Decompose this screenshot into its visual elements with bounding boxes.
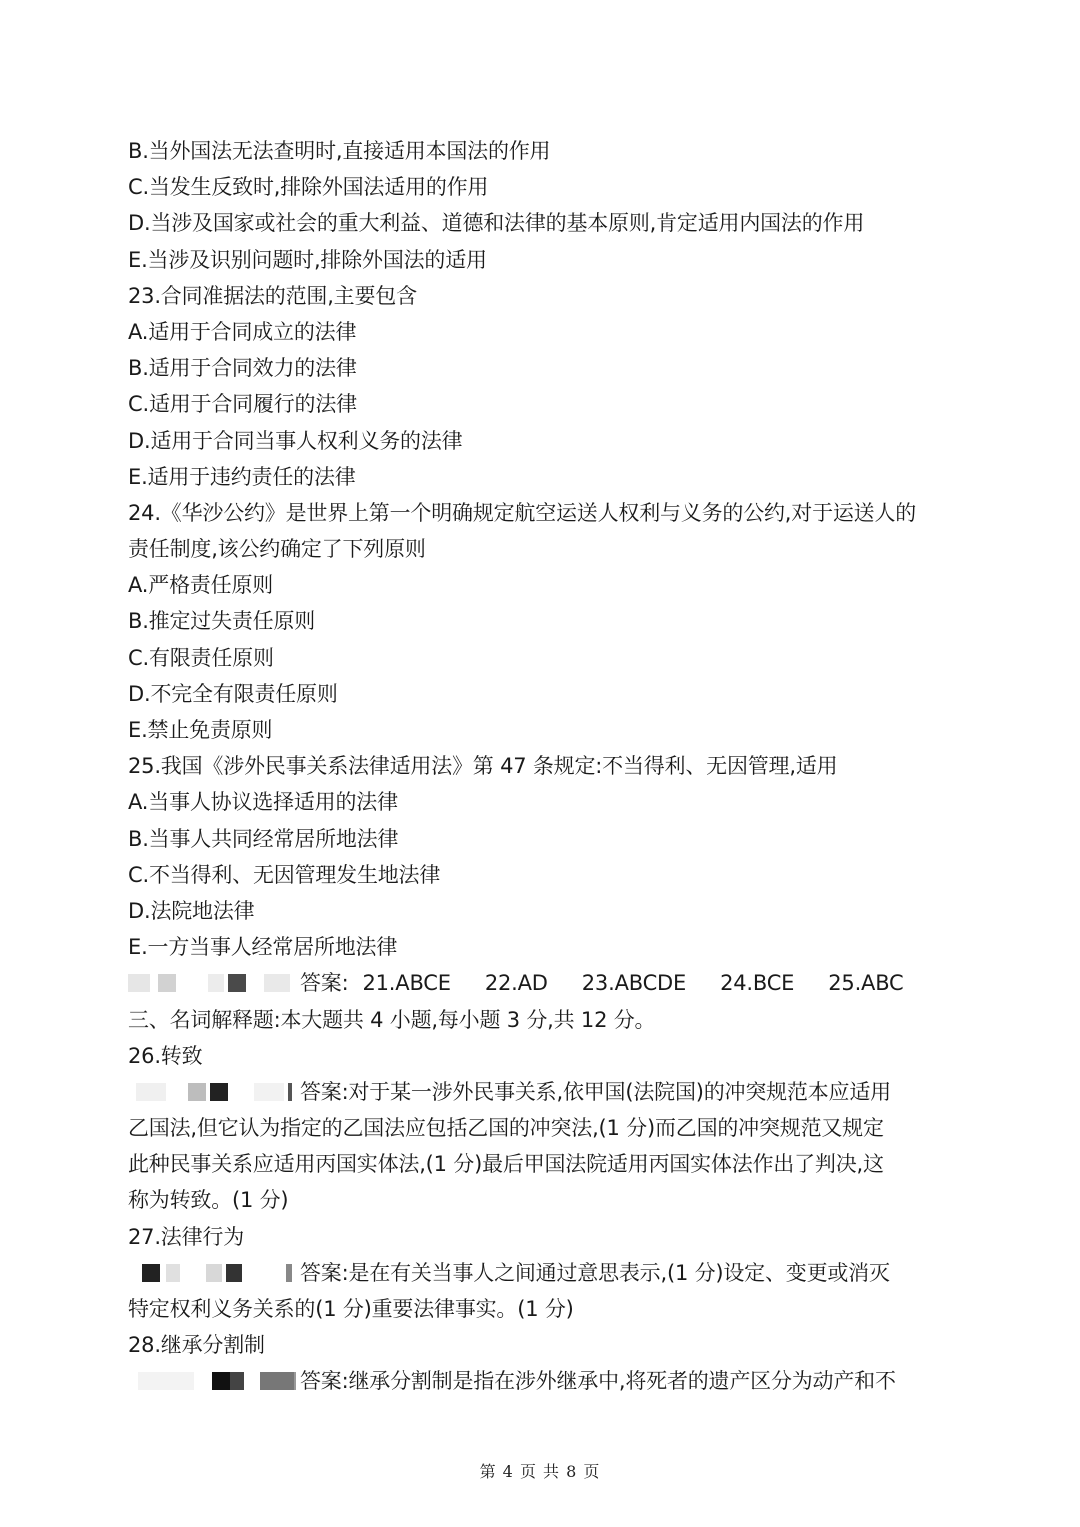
option-line: B.推定过失责任原则 bbox=[128, 609, 316, 634]
text-line: C.当发生反致时,排除外国法适用的作用 bbox=[128, 175, 489, 200]
answer-item: 23.ABCDE bbox=[581, 971, 687, 996]
option-line: A.严格责任原则 bbox=[128, 573, 274, 598]
answer-item: 24.BCE bbox=[720, 971, 795, 996]
option-line: D.不完全有限责任原则 bbox=[128, 681, 338, 706]
option-line: E.禁止免责原则 bbox=[128, 718, 273, 742]
answer-text: 答案:对于某一涉外民事关系,依甲国(法院国)的冲突规范本应适用 bbox=[300, 1079, 891, 1104]
answer-text: 答案:是在有关当事人之间通过意思表示,(1 分)设定、变更或消灭 bbox=[300, 1260, 890, 1285]
question-24-title: 24.《华沙公约》是世界上第一个明确规定航空运送人权利与义务的公约,对于运送人的 bbox=[128, 500, 917, 525]
redacted-watermark bbox=[128, 1258, 296, 1288]
redacted-watermark bbox=[128, 1366, 296, 1396]
text-line: E.当涉及识别问题时,排除外国法的适用 bbox=[128, 247, 487, 272]
answer-text: 答案:继承分割制是指在涉外继承中,将死者的遗产区分为动产和不 bbox=[300, 1369, 896, 1394]
option-line: C.不当得利、无因管理发生地法律 bbox=[128, 862, 441, 887]
answer-item: 22.AD bbox=[484, 971, 548, 996]
option-line: E.一方当事人经常居所地法律 bbox=[128, 935, 398, 960]
page-number-footer: 第 4 页 共 8 页 bbox=[479, 1462, 601, 1481]
option-line: B.当事人共同经常居所地法律 bbox=[128, 826, 399, 851]
q28-answer-first-line bbox=[128, 1363, 958, 1399]
option-line: C.适用于合同履行的法律 bbox=[128, 392, 357, 417]
question-28-title: 28.继承分割制 bbox=[128, 1333, 265, 1358]
answer-text: 特定权利义务关系的(1 分)重要法律事实。(1 分) bbox=[128, 1297, 574, 1321]
question-26-title: 26.转致 bbox=[128, 1043, 203, 1068]
option-line: C.有限责任原则 bbox=[128, 645, 274, 670]
q26-answer-first-line bbox=[128, 1074, 958, 1110]
redacted-watermark bbox=[128, 1077, 296, 1107]
text-line: B.当外国法无法查明时,直接适用本国法的作用 bbox=[128, 139, 551, 163]
page-content bbox=[128, 133, 958, 1400]
answer-text: 此种民事关系应适用丙国实体法,(1 分)最后甲国法院适用丙国实体法作出了判决,这 bbox=[128, 1152, 884, 1177]
section-heading: 三、名词解释题:本大题共 4 小题,每小题 3 分,共 12 分。 bbox=[128, 1007, 656, 1032]
option-line: A.适用于合同成立的法律 bbox=[128, 319, 357, 344]
question-23-title: 23.合同准据法的范围,主要包含 bbox=[128, 283, 417, 308]
answer-text: 乙国法,但它认为指定的乙国法应包括乙国的冲突法,(1 分)而乙国的冲突规范又规定 bbox=[128, 1116, 884, 1141]
redacted-watermark bbox=[128, 968, 296, 998]
q27-answer-first-line bbox=[128, 1255, 958, 1291]
question-27-title: 27.法律行为 bbox=[128, 1224, 244, 1249]
question-25-title: 25.我国《涉外民事关系法律适用法》第 47 条规定:不当得利、无因管理,适用 bbox=[128, 754, 838, 779]
option-line: D.法院地法律 bbox=[128, 898, 255, 923]
text-line: D.当涉及国家或社会的重大利益、道德和法律的基本原则,肯定适用内国法的作用 bbox=[128, 211, 865, 236]
option-line: E.适用于违约责任的法律 bbox=[128, 464, 356, 489]
answer-item: 21.ABCE bbox=[362, 971, 451, 996]
option-line: D.适用于合同当事人权利义务的法律 bbox=[128, 428, 463, 453]
option-line: A.当事人协议选择适用的法律 bbox=[128, 790, 398, 815]
answer-summary-line bbox=[128, 965, 958, 1001]
option-line: B.适用于合同效力的法律 bbox=[128, 356, 357, 381]
question-24-title-cont: 责任制度,该公约确定了下列原则 bbox=[128, 537, 426, 562]
answer-text: 称为转致。(1 分) bbox=[128, 1188, 289, 1213]
answer-item: 25.ABC bbox=[828, 971, 904, 996]
answer-label: 答案: bbox=[300, 971, 349, 996]
